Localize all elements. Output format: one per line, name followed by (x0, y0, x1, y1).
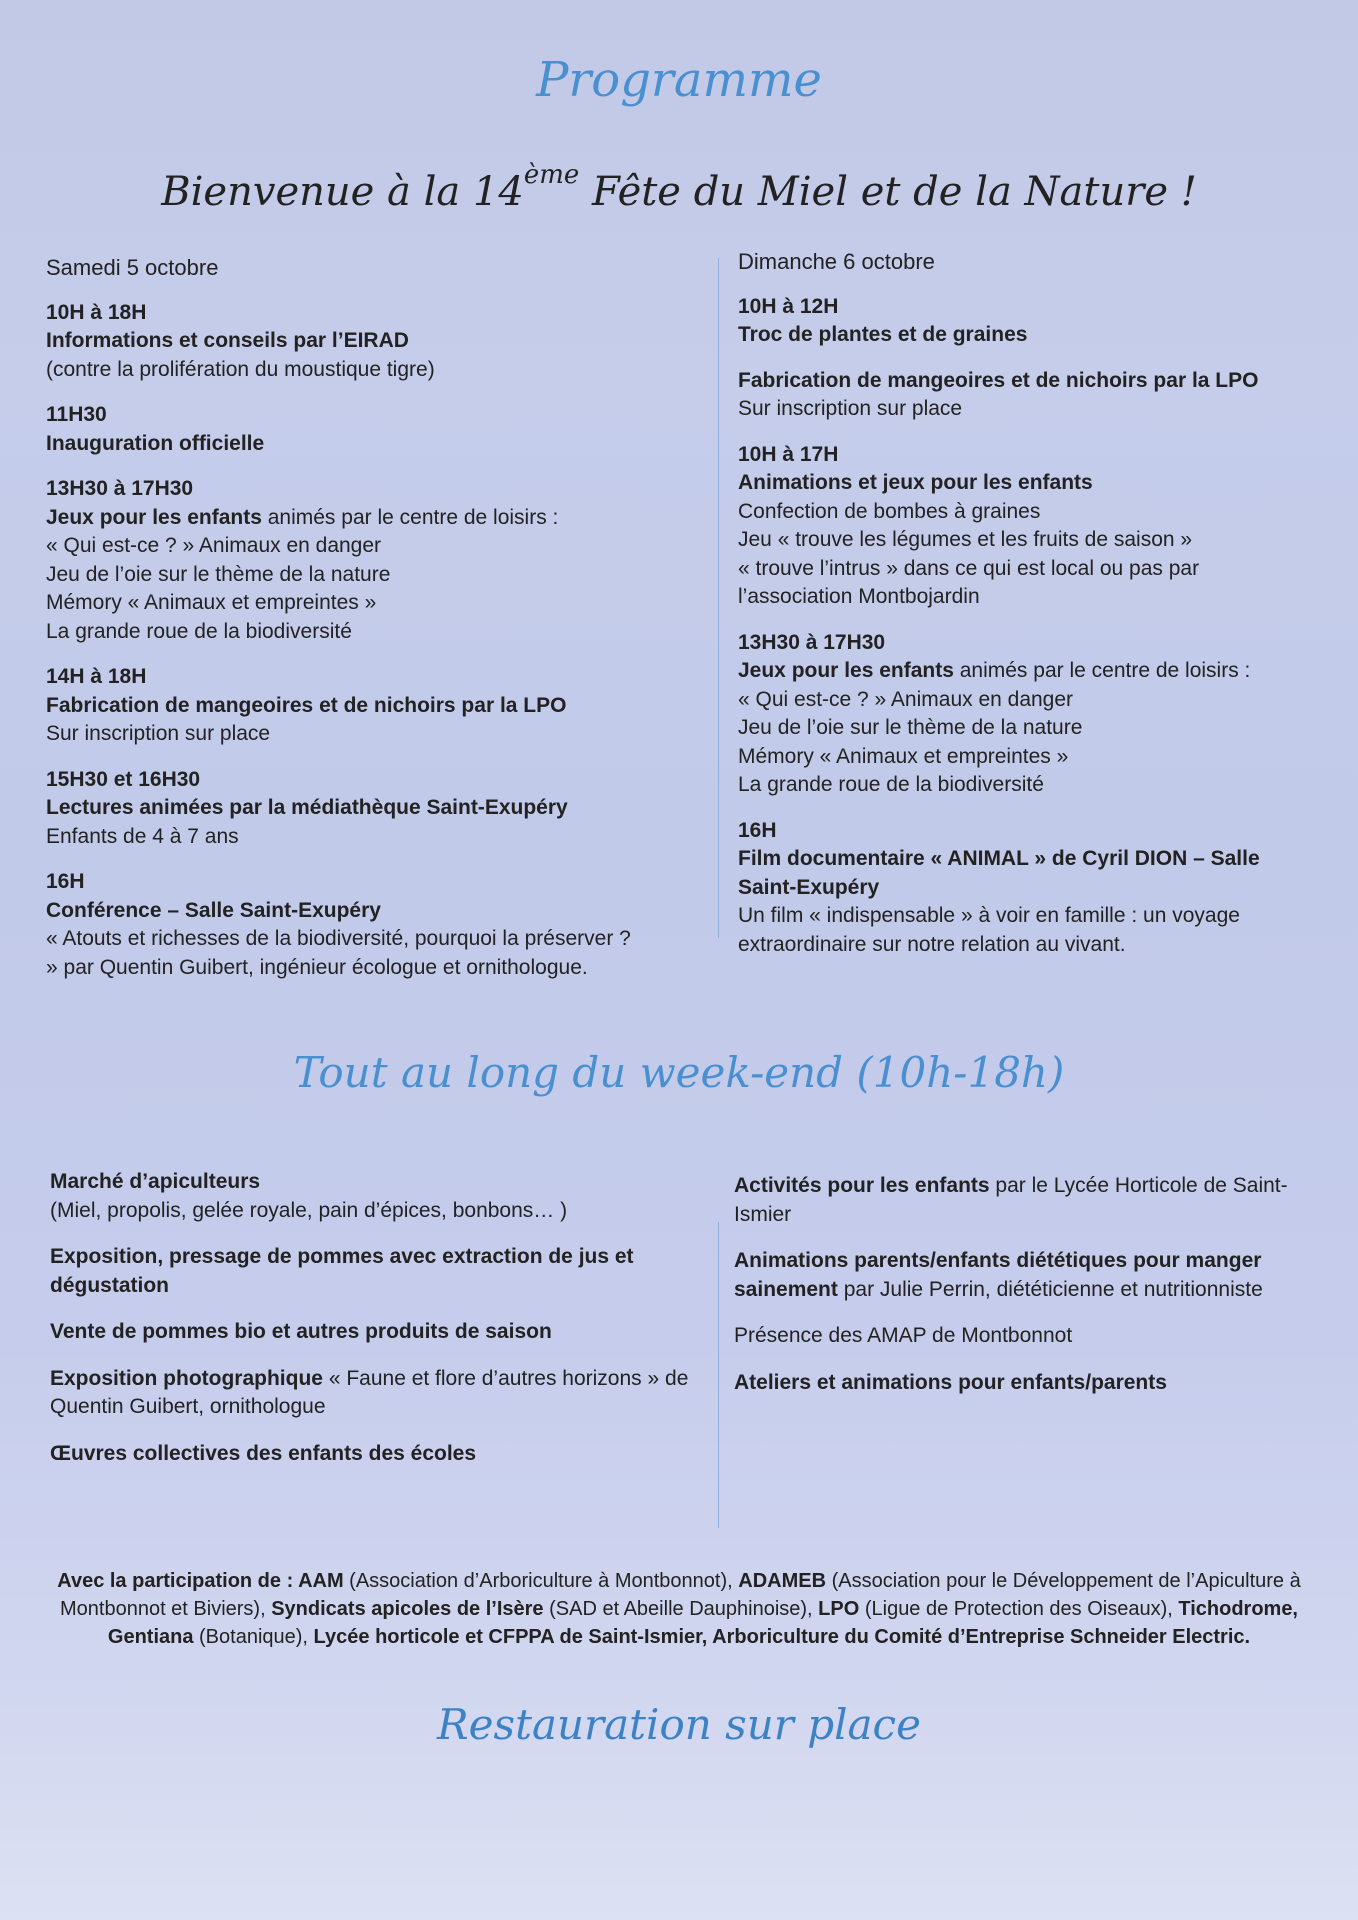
event-time: 10H à 18H (46, 300, 147, 324)
event-title: Film documentaire « ANIMAL » de Cyril DION – Salle Saint-Exupéry (738, 847, 1260, 899)
saturday-day-label: Samedi 5 octobre (46, 255, 219, 280)
event-title-rest: animés par le centre de loisirs : (261, 505, 559, 529)
weekend-left-list (50, 1168, 690, 1486)
event-title-line (46, 430, 696, 459)
saturday-events (46, 299, 696, 983)
weekend-item-text: Présence des AMAP de Montbonnot (734, 1324, 1073, 1347)
column-divider (718, 258, 719, 938)
weekend-item-title: Œuvres collectives des enfants des écoles (50, 1441, 477, 1465)
event-title-line (46, 692, 696, 721)
event-item (46, 766, 696, 852)
event-detail: l’association Montbojardin (738, 585, 980, 608)
event-time: 10H à 12H (738, 294, 839, 318)
partners-paragraph: Avec la participation de : AAM (Association d’Arboriculture à Montbonnot), ADAMEB (Association pour le Développement de l’Apiculture à Montbonnot et Biviers), Syndicats apicoles de l’Isère (SAD et Abeille Dauphinoise), LPO (Ligue de Protection des Oiseaux), Tichodrome, Gentiana (Botanique), Lycée horticole et CFPPA de Saint-Ismier, Arboriculture du Comité d’Entreprise Schneider Electric. (57, 1570, 1301, 1648)
event-item (738, 817, 1318, 960)
weekend-item (50, 1440, 690, 1469)
event-item (738, 367, 1318, 424)
event-title-line (46, 327, 696, 356)
weekend-item-title: Activités pour les enfants (734, 1174, 990, 1197)
weekend-item-text: par le Lycée Horticole de Saint-Ismier (734, 1174, 1288, 1226)
event-title: Jeux pour les enfants (738, 659, 954, 682)
event-detail: « Qui est-ce ? » Animaux en danger (738, 687, 1074, 711)
weekend-item-title: Marché d’apiculteurs (50, 1170, 261, 1193)
event-item (46, 475, 696, 646)
event-detail: Un film « indispensable » à voir en famille : un voyage (738, 904, 1240, 927)
event-time: 16H (46, 870, 85, 893)
event-detail: » par Quentin Guibert, ingénieur écologue et ornithologue. (46, 955, 588, 979)
event-detail: Mémory « Animaux et empreintes » (738, 744, 1069, 768)
event-item (46, 401, 696, 458)
weekend-item (50, 1168, 690, 1225)
event-detail: extraordinaire sur notre relation au vivant. (738, 932, 1126, 956)
weekend-title: Tout au long du week-end (10h-18h) (293, 1048, 1065, 1097)
event-detail: La grande roue de la biodiversité (738, 773, 1044, 796)
event-title-line (738, 367, 1318, 396)
event-detail: Sur inscription sur place (738, 397, 963, 420)
programme-title: Programme (536, 52, 822, 108)
event-detail: Enfants de 4 à 7 ans (46, 824, 239, 848)
event-title: Conférence – Salle Saint-Exupéry (46, 898, 381, 922)
event-detail: Sur inscription sur place (46, 722, 271, 745)
event-title: Jeux pour les enfants (46, 505, 262, 529)
event-title: Inauguration officielle (46, 431, 265, 455)
event-detail: Jeu de l’oie sur le thème de la nature (46, 562, 391, 586)
event-title-line (738, 845, 1318, 902)
event-detail: La grande roue de la biodiversité (46, 619, 352, 643)
sunday-column (738, 248, 1318, 976)
event-item (738, 293, 1318, 350)
weekend-divider (718, 1222, 719, 1528)
event-title: Fabrication de mangeoires et de nichoirs par la LPO (738, 368, 1259, 392)
sunday-events (738, 293, 1318, 960)
event-item (738, 441, 1318, 612)
event-title: Lectures animées par la médiathèque Saint-Exupéry (46, 796, 568, 819)
event-detail: (contre la prolifération du moustique tigre) (46, 357, 435, 381)
event-title-line (738, 321, 1318, 350)
event-time: 11H30 (46, 403, 107, 426)
event-time: 14H à 18H (46, 665, 147, 688)
event-item (46, 868, 696, 982)
event-title-line (738, 657, 1318, 686)
event-title-rest: animés par le centre de loisirs : (953, 659, 1251, 682)
event-title: Fabrication de mangeoires et de nichoirs par la LPO (46, 693, 567, 717)
event-detail: « Atouts et richesses de la biodiversité, pourquoi la préserver ? (46, 927, 631, 950)
event-time: 15H30 et 16H30 (46, 767, 201, 791)
welcome-heading: Bienvenue à la 14ème Fête du Miel et de la Nature ! (161, 160, 1197, 215)
weekend-item-title: Exposition, pressage de pommes avec extraction de jus et dégustation (50, 1245, 634, 1297)
event-time: 13H30 à 17H30 (738, 630, 886, 654)
weekend-item (734, 1172, 1314, 1229)
weekend-item-title: Ateliers et animations pour enfants/parents (734, 1370, 1167, 1394)
event-detail: « Qui est-ce ? » Animaux en danger (46, 534, 382, 557)
weekend-item-title: Vente de pommes bio et autres produits de saison (50, 1320, 552, 1343)
event-title-line (738, 469, 1318, 498)
event-item (738, 629, 1318, 800)
weekend-item-text: par Julie Perrin, diététicienne et nutritionniste (837, 1277, 1263, 1301)
event-title: Informations et conseils par l’EIRAD (46, 329, 409, 352)
weekend-right-list (734, 1172, 1314, 1415)
event-time: 16H (738, 818, 777, 842)
saturday-column (46, 254, 696, 999)
event-item (46, 663, 696, 749)
event-title-line (46, 794, 696, 823)
event-detail: Confection de bombes à graines (738, 499, 1041, 523)
sunday-day-label: Dimanche 6 octobre (738, 249, 935, 274)
event-detail: Jeu « trouve les légumes et les fruits de saison » (738, 528, 1193, 551)
weekend-item (50, 1318, 690, 1347)
event-detail: « trouve l’intrus » dans ce qui est local ou pas par (738, 556, 1200, 580)
event-detail: Jeu de l’oie sur le thème de la nature (738, 716, 1083, 739)
weekend-item-title: Exposition photographique (50, 1366, 323, 1390)
event-title: Troc de plantes et de graines (738, 323, 1028, 346)
event-time: 13H30 à 17H30 (46, 477, 194, 500)
weekend-item (734, 1247, 1314, 1304)
weekend-item-title: Animations parents/enfants diététiques pour manger sainement (734, 1249, 1262, 1301)
event-time: 10H à 17H (738, 442, 839, 466)
event-detail: Mémory « Animaux et empreintes » (46, 591, 377, 614)
event-title-line (46, 897, 696, 926)
weekend-item (50, 1365, 690, 1422)
weekend-item (734, 1322, 1314, 1351)
restauration-title: Restauration sur place (437, 1700, 921, 1749)
weekend-item (734, 1369, 1314, 1398)
weekend-item-text: « Faune et flore d’autres horizons » de Quentin Guibert, ornithologue (50, 1366, 689, 1418)
event-item (46, 299, 696, 385)
weekend-item-detail: (Miel, propolis, gelée royale, pain d’épices, bonbons… ) (50, 1198, 568, 1222)
event-title-line (46, 504, 696, 533)
event-title: Animations et jeux pour les enfants (738, 471, 1093, 494)
weekend-item (50, 1243, 690, 1300)
